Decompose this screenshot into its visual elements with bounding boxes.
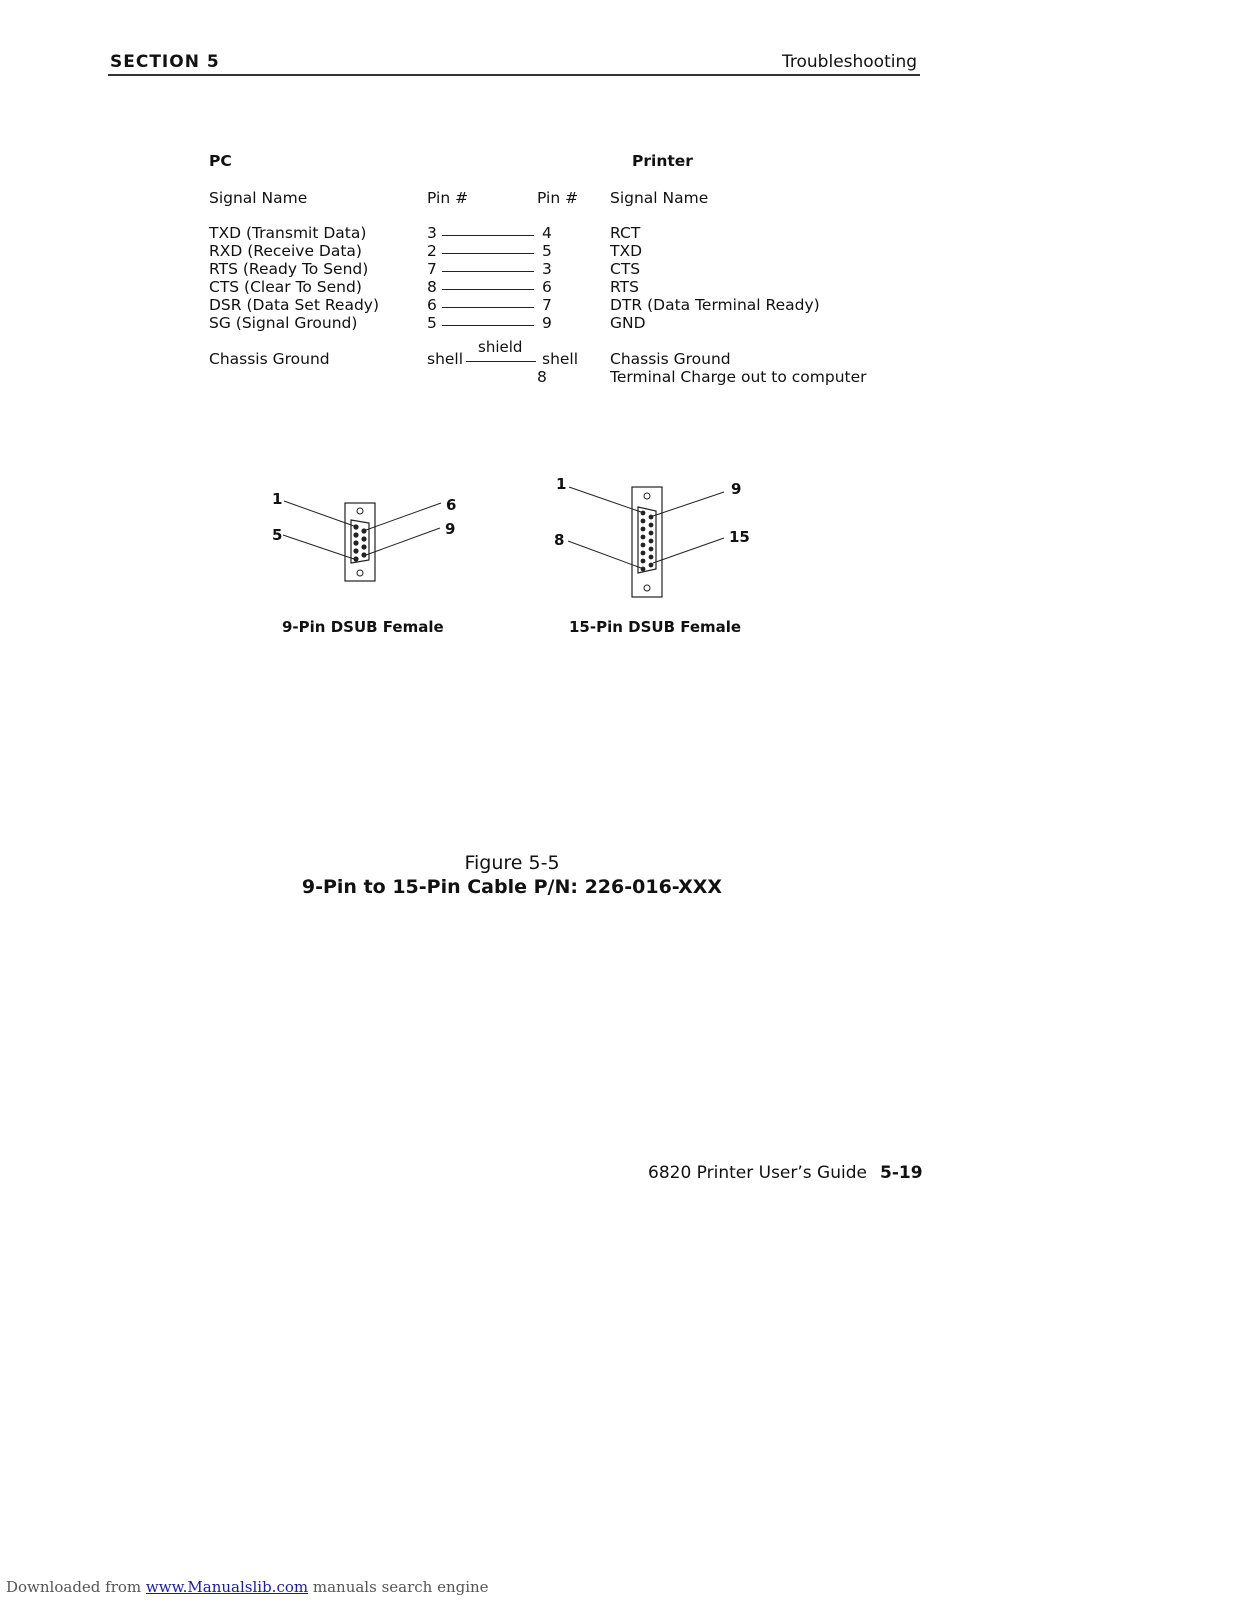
printer-signal: RCT	[610, 224, 641, 242]
nine-pin-connector	[272, 490, 456, 581]
page-number: 5-19	[880, 1163, 923, 1183]
download-prefix: Downloaded from	[6, 1578, 146, 1596]
printer-pin: 6	[542, 278, 552, 296]
figure-number: Figure 5-5	[464, 852, 560, 874]
pin-label: 9	[445, 520, 456, 538]
printer-signal: RTS	[610, 278, 639, 296]
fifteen-pin-caption: 15-Pin DSUB Female	[569, 618, 742, 636]
pc-signal: RTS (Ready To Send)	[209, 260, 369, 278]
printer-signal: GND	[610, 314, 646, 332]
printer-pin-header: Pin #	[537, 189, 579, 207]
pc-chassis-pin: shell	[427, 350, 464, 368]
pin-label: 6	[446, 496, 457, 514]
download-banner	[6, 1578, 489, 1596]
pc-signal: DSR (Data Set Ready)	[209, 296, 380, 314]
pin-label: 5	[272, 526, 283, 544]
printer-chassis-signal: Chassis Ground	[610, 350, 731, 368]
figure-title: 9-Pin to 15-Pin Cable P/N: 226-016-XXX	[301, 876, 723, 898]
pin-label: 8	[554, 531, 565, 549]
connector-diagrams	[0, 0, 1237, 660]
printer-signal: DTR (Data Terminal Ready)	[610, 296, 820, 314]
footer-guide-title: 6820 Printer User’s Guide	[648, 1163, 867, 1183]
printer-heading: Printer	[632, 152, 693, 170]
manualslib-link[interactable]: www.Manualslib.com	[145, 1578, 309, 1596]
pc-pin: 2	[427, 242, 437, 260]
pc-signal: RXD (Receive Data)	[209, 242, 362, 260]
download-suffix: manuals search engine	[308, 1578, 489, 1596]
printer-pin: 7	[542, 296, 552, 314]
printer-chassis-pin: shell	[542, 350, 579, 368]
printer-extra-pin: 8	[537, 368, 547, 386]
pc-pin: 3	[427, 224, 437, 242]
pc-pin: 7	[427, 260, 437, 278]
fifteen-pin-connector	[554, 475, 750, 597]
pc-pin-header: Pin #	[427, 189, 469, 207]
pin-label: 1	[272, 490, 283, 508]
nine-pin-caption: 9-Pin DSUB Female	[282, 618, 444, 636]
pc-pin: 8	[427, 278, 437, 296]
printer-extra-signal: Terminal Charge out to computer	[610, 368, 867, 386]
printer-signal: TXD	[610, 242, 643, 260]
pc-signal: CTS (Clear To Send)	[209, 278, 362, 296]
section-title: Troubleshooting	[782, 52, 918, 72]
printer-signal: CTS	[610, 260, 641, 278]
section-label: SECTION 5	[110, 52, 220, 72]
printer-pin: 5	[542, 242, 552, 260]
pc-signal: SG (Signal Ground)	[209, 314, 358, 332]
pc-signal-name-header: Signal Name	[209, 189, 308, 207]
shield-label: shield	[478, 338, 523, 356]
pin-label: 15	[729, 528, 750, 546]
printer-pin: 3	[542, 260, 552, 278]
printer-pin: 9	[542, 314, 552, 332]
pc-signal: TXD (Transmit Data)	[209, 224, 367, 242]
pc-chassis-signal: Chassis Ground	[209, 350, 330, 368]
pc-pin: 5	[427, 314, 437, 332]
printer-pin: 4	[542, 224, 552, 242]
pc-heading: PC	[209, 152, 232, 170]
pc-pin: 6	[427, 296, 437, 314]
pin-label: 9	[731, 480, 742, 498]
printer-signal-name-header: Signal Name	[610, 189, 709, 207]
pin-label: 1	[556, 475, 567, 493]
